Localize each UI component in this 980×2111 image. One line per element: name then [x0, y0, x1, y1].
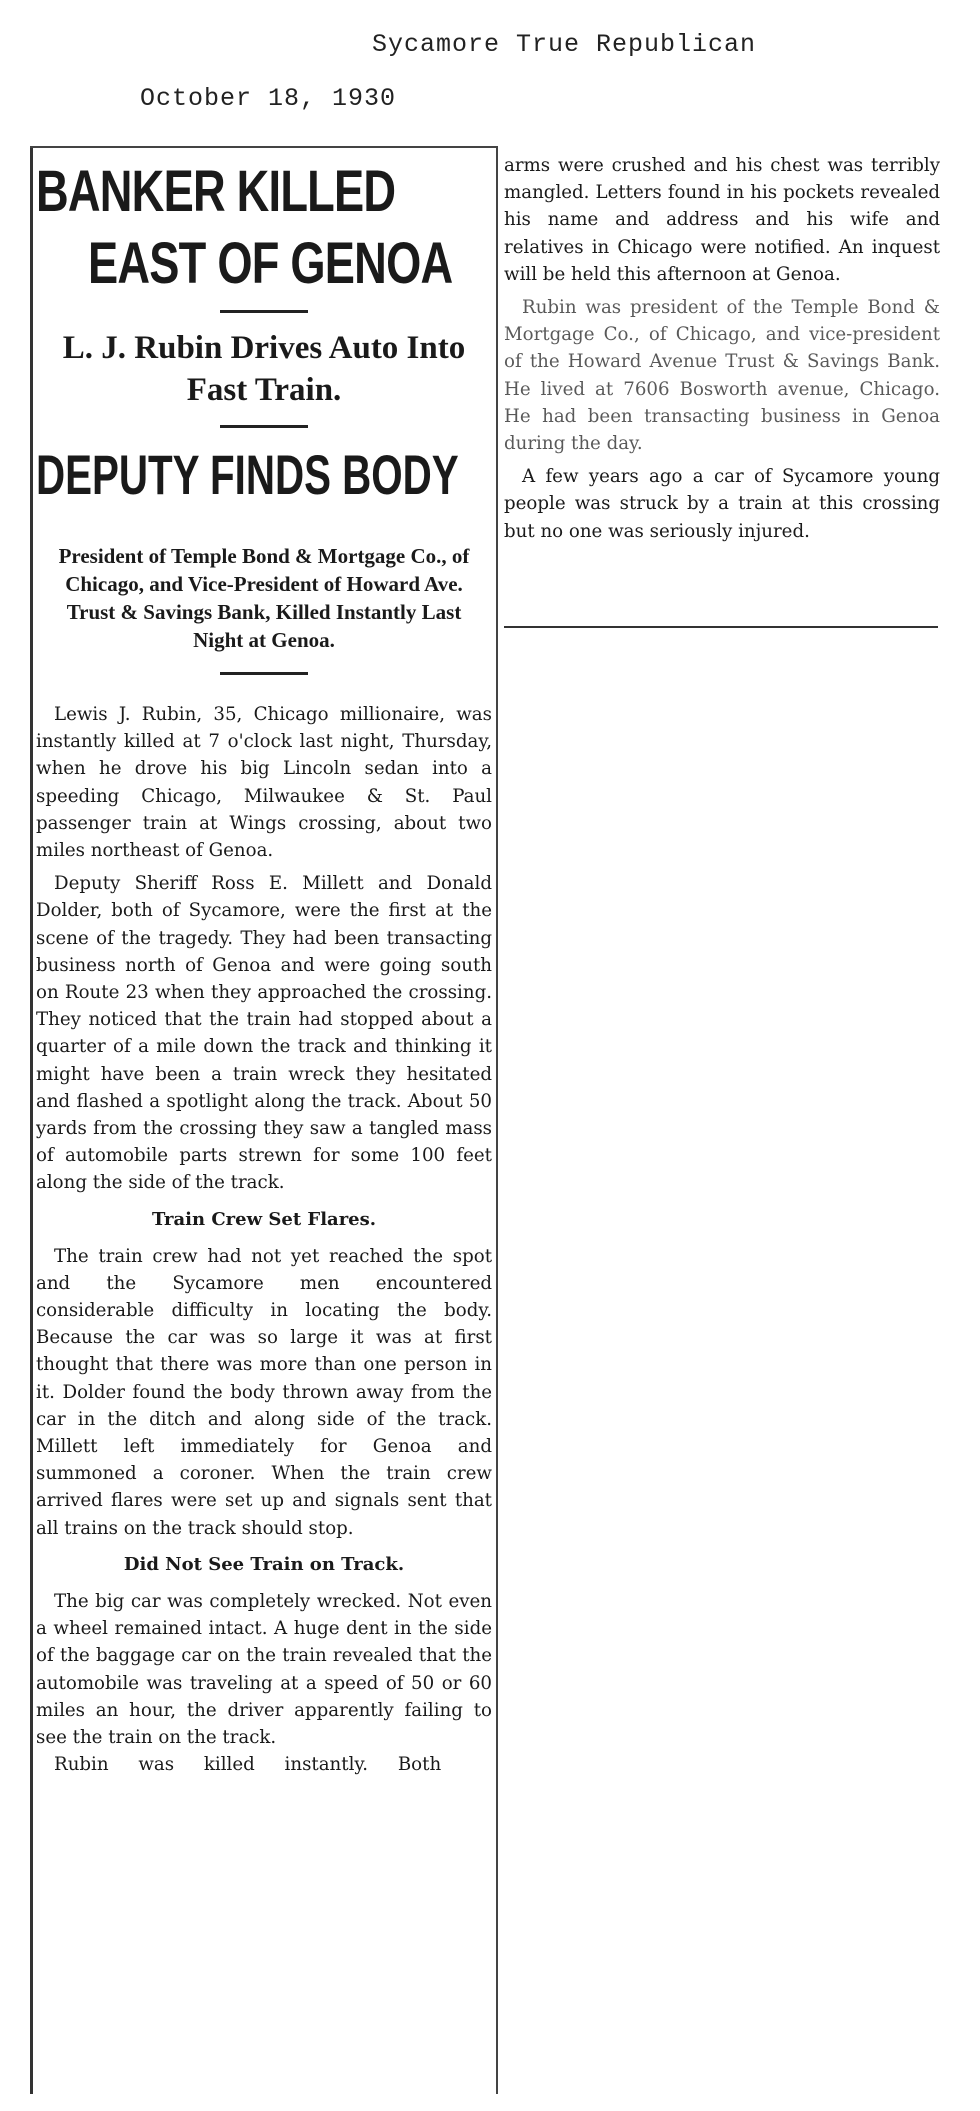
section-subhead-train: Did Not See Train on Track. [123, 1553, 405, 1575]
headline-line-2: EAST OF GENOA [88, 231, 453, 296]
publication-date: October 18, 1930 [140, 84, 397, 113]
deck-summary: President of Temple Bond & Mortgage Co., of Chicago, and Vice-President of Howard Ave. Trust & Savings Bank, Killed Instantly Last Night at Genoa. [58, 544, 470, 652]
article-paragraph: Deputy Sheriff Ross E. Millett and Donald Dolder, both of Sycamore, were the first at the scene of the tragedy. They had been transacting business north of Genoa and were going south on Route 23 when they approached the crossing. They noticed that the train had stopped about a quarter of a mile down the track and thinking it might have been a train wreck they hesitated and flashed a spotlight along the track. About 50 yards from the crossing they saw a tangled mass of automobile parts strewn for some 100 feet along the side of the track. [36, 873, 492, 1194]
newspaper-name: Sycamore True Republican [372, 30, 757, 59]
section-subhead-flares: Train Crew Set Flares. [151, 1208, 377, 1230]
headline-line-1: BANKER KILLED [36, 159, 396, 224]
top-rule [30, 146, 498, 148]
article-column-1 [36, 152, 492, 2092]
left-column-rule [30, 148, 33, 2094]
article-paragraph: Lewis J. Rubin, 35, Chicago millionaire, was instantly killed at 7 o'clock last night, Thursday, when he drove his big Lincoln sedan into a speeding Chicago, Milwaukee & St. Paul passenger train at Wings crossing, about two miles northeast of Genoa. [36, 704, 492, 862]
article-paragraph: The train crew had not yet reached the spot and the Sycamore men encountered considerable difficulty in locating the body. Because the car was so large it was at first thought that there was more than one person in it. Dolder found the body thrown away from the car in the ditch and along side of the track. Millett left immediately for Genoa and summoned a coroner. When the train crew arrived flares were set up and signals sent that all trains on the track should stop. [36, 1245, 492, 1539]
article-paragraph: The big car was completely wrecked. Not even a wheel remained intact. A huge dent in the side of the baggage car on the train revealed that the automobile was traveling at a speed of 50 or 60 miles an hour, the driver apparently failing to see the train on the track. [36, 1590, 492, 1748]
article-column-2 [504, 152, 940, 632]
secondary-headline: DEPUTY FINDS BODY [36, 443, 459, 506]
article-paragraph: A few years ago a car of Sycamore young people was struck by a train at this crossing but no one was seriously injured. [504, 466, 940, 542]
headline-divider [220, 310, 308, 313]
column-divider [496, 148, 498, 2094]
article-paragraph-continued: Rubin was killed instantly. Both [54, 1754, 442, 1776]
article-paragraph-continuation: arms were crushed and his chest was terribly mangled. Letters found in his pockets revealed his name and address and his wife and relatives in Chicago were notified. An inquest will be held this afternoon at Genoa. [504, 155, 940, 285]
article-paragraph: Rubin was president of the Temple Bond & Mortgage Co., of Chicago, and vice-president of the Howard Avenue Trust & Savings Bank. He lived at 7606 Bosworth avenue, Chicago. He had been transacting business in Genoa during the day. [504, 297, 940, 455]
subheadline: L. J. Rubin Drives Auto Into Fast Train. [62, 330, 466, 408]
subhead-divider [220, 425, 308, 428]
deck-divider [220, 672, 308, 675]
